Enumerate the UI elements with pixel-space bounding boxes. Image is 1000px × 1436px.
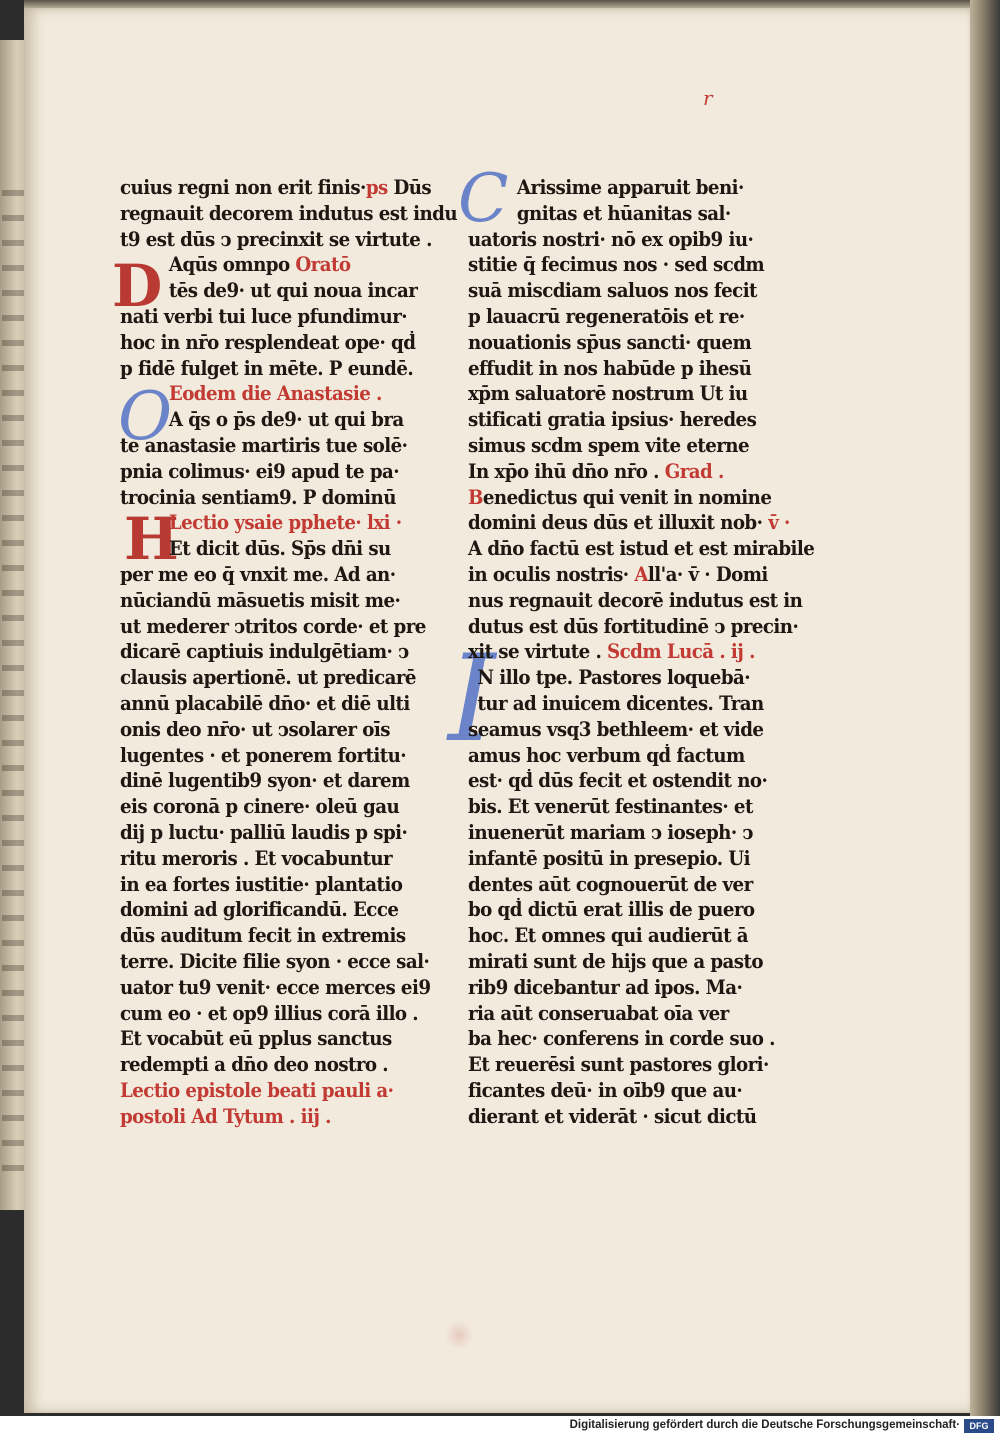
body-text: dicarē captiuis indulgētiam· ↄ (120, 640, 409, 664)
right-line (468, 691, 764, 717)
left-line (120, 536, 411, 562)
rubric-text: Lectio epistole beati pauli a· (120, 1078, 394, 1102)
body-text: nus regnauit decorē indutus est in (468, 588, 803, 612)
body-text: annū placabilē dn̄o· et diē ulti (120, 691, 410, 715)
initial-D: D (112, 252, 163, 320)
right-line (468, 252, 765, 278)
left-line (120, 588, 411, 614)
body-text: Aqūs omnpo (168, 253, 296, 277)
body-text: bo qḋ dictū erat illis de puero (468, 898, 755, 922)
body-text: per me eo q̄ vnxit me. Ad an· (120, 562, 396, 586)
initial-I: I (448, 630, 496, 769)
body-text: A q̄s o p̄s de9· ut qui bra (168, 408, 404, 432)
right-line (468, 536, 815, 562)
left-line (120, 407, 411, 433)
left-line (120, 227, 432, 253)
left-line (120, 975, 431, 1001)
body-text: ll'a· v̄ · Domi (647, 562, 768, 586)
text-column-right (468, 175, 815, 1129)
page-fore-edge (970, 0, 1000, 1416)
body-text: tēs de9· ut qui noua incar (168, 279, 418, 303)
left-line (120, 1026, 411, 1052)
right-line (468, 1026, 775, 1052)
right-line (468, 743, 748, 769)
left-line (120, 639, 411, 665)
left-line (120, 1104, 411, 1130)
body-text: te anastasie martiris tue solē· (120, 433, 408, 457)
right-line (468, 588, 803, 614)
right-line (468, 717, 764, 743)
right-line (468, 278, 757, 304)
right-line (468, 639, 755, 665)
ink-stain (444, 1320, 474, 1350)
left-line (120, 485, 411, 511)
left-line (120, 949, 430, 975)
left-line (120, 923, 411, 949)
right-line (468, 227, 754, 253)
body-text: onis deo nr̄o· ut ↄsolarer oīs (120, 717, 390, 741)
body-text: ritu meroris . Et vocabuntur (120, 846, 393, 870)
body-text: uatoris nostri· nō ex opib9 iu· (468, 227, 754, 251)
rubric-text: Oratō (295, 253, 351, 277)
body-text: nati verbi tui luce pfundimur· (120, 304, 408, 328)
right-line (468, 1078, 748, 1104)
right-line (468, 897, 755, 923)
body-text: hoc in nr̄o resplendeat ope· qḋ (120, 330, 416, 354)
funding-credit: Digitalisierung gefördert durch die Deutsche Forschungsgemeinschaft· (569, 1419, 960, 1431)
body-text: gnitas et hūanitas sal· (516, 201, 731, 225)
right-line (468, 356, 752, 382)
rubric-text: postoli Ad Tytum . iij . (120, 1104, 331, 1128)
rubric-text: Lectio ysaie pphete· lxi · (168, 511, 402, 535)
body-text: dij p luctu· palliū laudis p spi· (120, 820, 408, 844)
body-text: dierant et viderāt · sicut dictū (468, 1104, 757, 1128)
body-text: domini ad glorificandū. Ecce (120, 898, 399, 922)
rubric-text: B (468, 485, 483, 509)
folio-mark: r (703, 86, 713, 110)
right-line (468, 201, 748, 227)
rubric-text: ps (365, 176, 388, 199)
body-text: ba hec· conferens in corde suo . (468, 1027, 775, 1051)
body-text: A dn̄o factū est istud et est mirabile (468, 537, 815, 561)
right-line (468, 1001, 748, 1027)
body-text: t9 est dūs ↄ precinxit se virtute . (120, 227, 432, 251)
body-text: ficantes deū· in oīb9 que au· (468, 1078, 743, 1102)
left-line (120, 330, 416, 356)
rubric-text: Eodem die Anastasie . (168, 382, 382, 406)
right-line (468, 846, 748, 872)
left-line (120, 820, 411, 846)
body-text: Et vocabūt eū pplus sanctus (120, 1027, 392, 1051)
rubric-text: A (634, 562, 648, 586)
body-text: redempti a dn̄o deo nostro . (120, 1053, 389, 1077)
left-line (120, 1001, 419, 1027)
right-line (468, 665, 751, 691)
body-text: xit se virtute . (468, 640, 608, 664)
left-line (120, 356, 414, 382)
body-text: dutus est dūs fortitudinē ↄ precin· (468, 614, 799, 638)
body-text: dentes aūt cognouerūt de ver (468, 872, 753, 896)
body-text: Et reuerēsi sunt pastores glori· (468, 1053, 769, 1077)
initial-O: O (118, 378, 173, 455)
body-text: xp̄m saluatorē nostrum Ut iu (468, 382, 748, 406)
body-text: Arissime apparuit beni· (516, 176, 744, 199)
right-line (468, 975, 748, 1001)
body-text: inuenerūt mariam ↄ ioseph· ↄ (468, 820, 753, 844)
right-line (468, 949, 763, 975)
body-text: p lauacrū regeneratōis et re· (468, 304, 745, 328)
digitization-footer (0, 1416, 1000, 1436)
body-text: lugentes · et ponerem fortitu· (120, 743, 407, 767)
rubric-text: Grad . (664, 459, 724, 483)
left-line (120, 717, 411, 743)
left-line (120, 846, 411, 872)
left-line (120, 897, 411, 923)
left-line (120, 175, 432, 201)
body-text: Et dicit dūs. Sp̄s dn̄i su (168, 537, 391, 561)
right-line (468, 768, 768, 794)
left-line (120, 1052, 411, 1078)
body-text: simus scdm spem vite eterne (468, 433, 750, 457)
left-line (120, 459, 411, 485)
right-line (468, 820, 753, 846)
initial-C: C (458, 160, 509, 237)
body-text: clausis apertionē. ut predicarē (120, 666, 416, 690)
body-text: trocinia sentiam9. P dominū (120, 485, 396, 509)
left-line (120, 1078, 411, 1104)
body-text: seamus vsq3 bethleem· et vide (468, 717, 764, 741)
rubric-text: Scdm Lucā . ij . (607, 640, 755, 664)
body-text: Dūs (387, 176, 432, 199)
right-line (468, 923, 748, 949)
body-text: terre. Dicite filie syon · ecce sal· (120, 949, 430, 973)
body-text: bis. Et venerūt festinantes· et (468, 795, 753, 819)
right-line (468, 1104, 757, 1130)
text-column-left (120, 175, 458, 1129)
body-text: N illo tpe. Pastores loquebā· (477, 666, 751, 690)
body-text: domini deus dūs et illuxit nob· (468, 511, 763, 535)
body-text: cum eo · et op9 illius corā illo . (120, 1001, 419, 1025)
body-text: enedictus qui venit in nomine (482, 485, 772, 509)
body-text: infantē positū in presepio. Ui (468, 846, 750, 870)
body-text: est· qḋ dūs fecit et ostendit no· (468, 769, 768, 793)
body-text: nouationis sp̄us sancti· quem (468, 330, 752, 354)
right-line (468, 433, 748, 459)
body-text: pnia colimus· ei9 apud te pa· (120, 459, 400, 483)
left-line (120, 743, 411, 769)
body-text: effudit in nos habūde p ihesū (468, 356, 752, 380)
body-text: eis coronā p cinere· oleū gau (120, 795, 400, 819)
dfg-logo: DFG (964, 1419, 994, 1433)
left-line (120, 201, 458, 227)
body-text: in ea fortes iustitie· plantatio (120, 872, 403, 896)
body-text: tur ad inuicem dicentes. Tran (477, 691, 764, 715)
initial-H: H (124, 505, 179, 573)
body-text: dūs auditum fecit in extremis (120, 924, 406, 948)
left-line (120, 614, 426, 640)
right-line (468, 485, 772, 511)
body-text: stificati gratia ipsius· heredes (468, 408, 757, 432)
body-text: dinē lugentib9 syon· et darem (120, 769, 410, 793)
right-line (468, 1052, 769, 1078)
body-text: p fidē fulget in mēte. P eundē. (120, 356, 414, 380)
body-text: rib9 dicebantur ad ipos. Ma· (468, 975, 743, 999)
body-text: suā miscdiam saluos nos fecit (468, 279, 757, 303)
right-line (468, 175, 748, 201)
right-line (468, 794, 753, 820)
left-line (120, 510, 411, 536)
left-line (120, 665, 416, 691)
right-line (468, 510, 790, 536)
left-line (120, 691, 411, 717)
right-line (468, 459, 748, 485)
right-line (468, 407, 757, 433)
body-text: uator tu9 venit· ecce merces ei9 (120, 975, 431, 999)
right-line (468, 381, 748, 407)
body-text: ut mederer ↄtritos corde· et pre (120, 614, 426, 638)
body-text: hoc. Et omnes qui audierūt ā (468, 924, 749, 948)
right-line (468, 562, 768, 588)
body-text: nūciandū māsuetis misit me· (120, 588, 401, 612)
left-line (120, 562, 411, 588)
left-line (120, 278, 418, 304)
left-line (120, 872, 411, 898)
right-line (468, 872, 753, 898)
right-line (468, 304, 748, 330)
right-line (468, 614, 799, 640)
body-text: amus hoc verbum qḋ factum (468, 743, 745, 767)
body-text: mirati sunt de hijs que a pasto (468, 949, 763, 973)
body-text: in oculis nostris· (468, 562, 635, 586)
left-line (120, 794, 411, 820)
body-text: regnauit decorem indutus est indu (120, 201, 458, 225)
body-text: stitie q̄ fecimus nos · sed scdm (468, 253, 765, 277)
left-line (120, 252, 411, 278)
left-line (120, 381, 411, 407)
right-line (468, 330, 752, 356)
left-line (120, 768, 411, 794)
body-text: cuius regni non erit finis· (120, 176, 366, 199)
body-text: ria aūt conseruabat oīa ver (468, 1001, 729, 1025)
left-line (120, 433, 411, 459)
left-line (120, 304, 411, 330)
rubric-text: v̄ · (762, 511, 790, 535)
body-text: In xp̄o ihū dn̄o nr̄o . (468, 459, 665, 483)
